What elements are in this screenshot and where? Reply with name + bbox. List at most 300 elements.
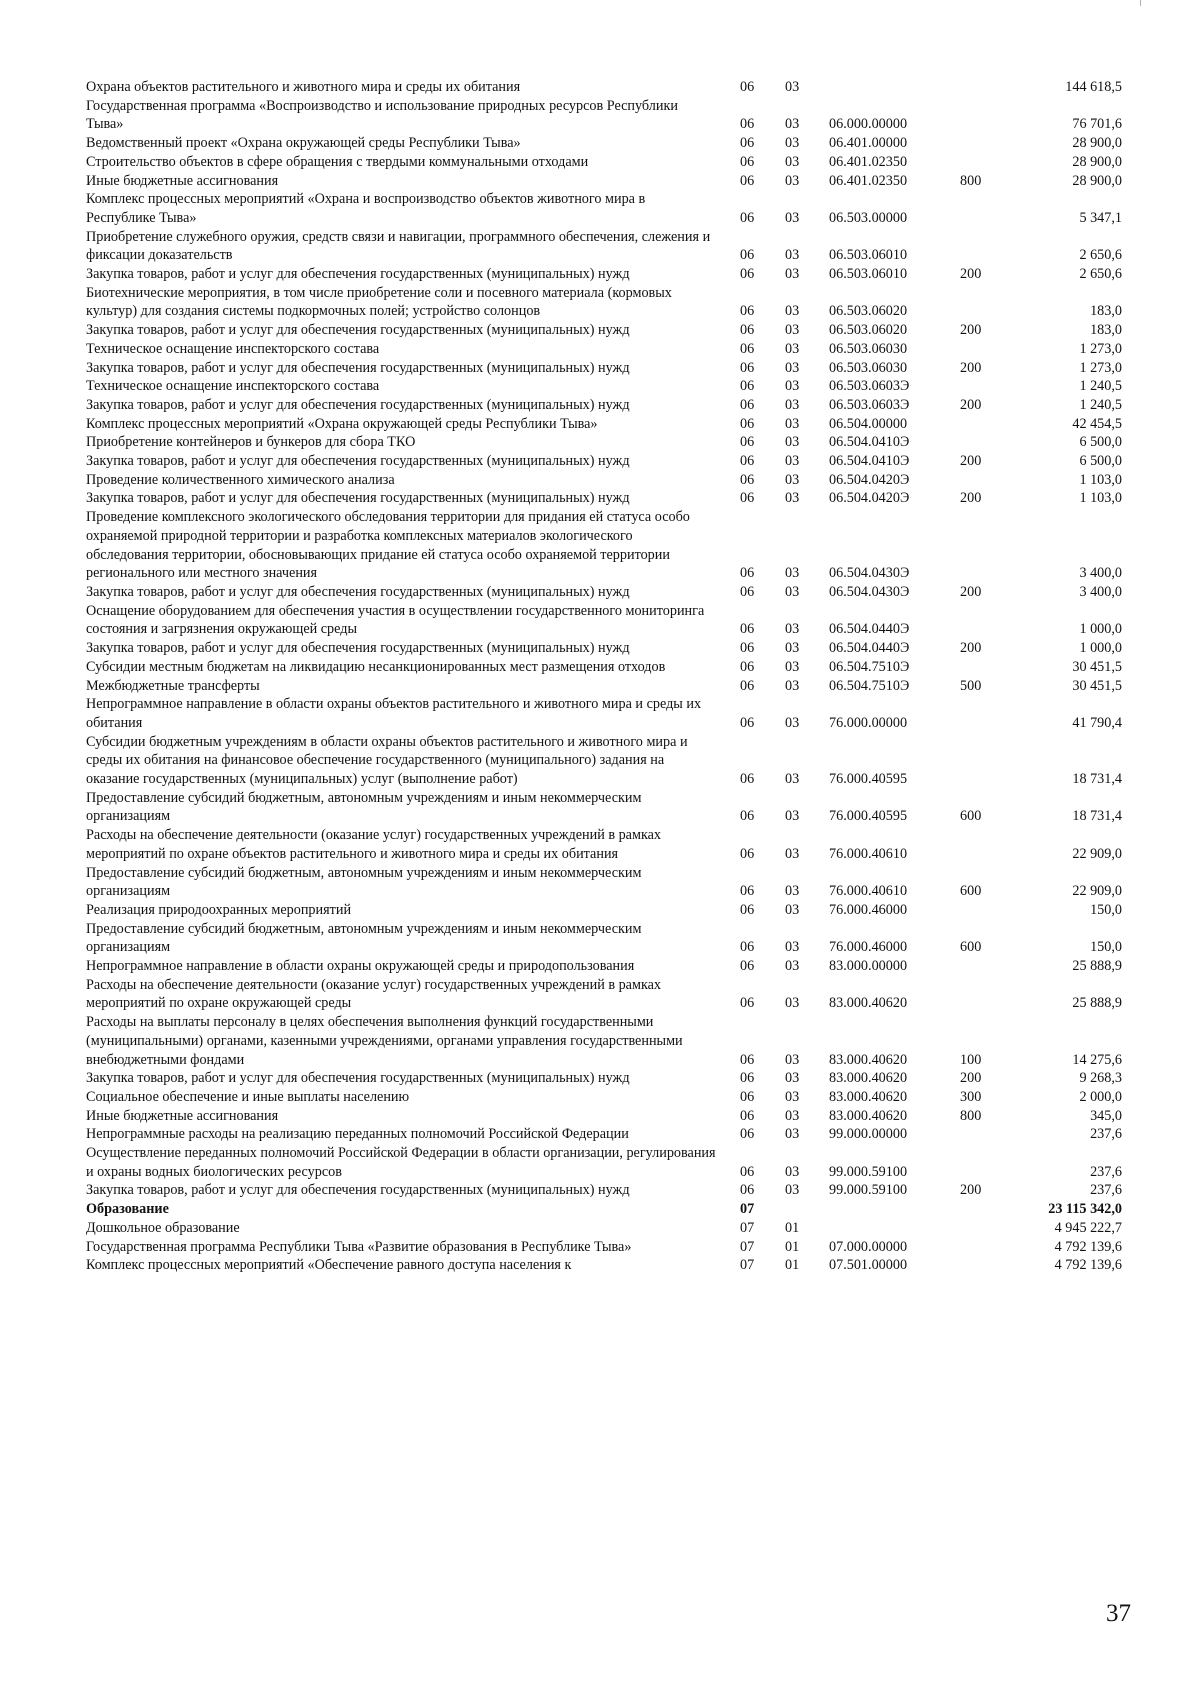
section-code: 06 (740, 322, 755, 339)
expense-type-code: 200 (960, 1182, 982, 1199)
subsection-code: 03 (785, 714, 800, 731)
target-article-code: 06.401.02350 (829, 153, 908, 170)
expenditure-name: Закупка товаров, работ и услуг для обеспечения государственных (муниципальных) нужд (86, 640, 630, 657)
target-article-code: 07.501.00000 (829, 1257, 908, 1274)
expenditure-name: Иные бюджетные ассигнования (86, 1107, 279, 1124)
target-article-code (825, 78, 946, 97)
expenditure-name: Закупка товаров, работ и услуг для обеспечения государственных (муниципальных) нужд (86, 453, 630, 470)
expenditure-name: Охрана объектов растительного и животного мира и среды их обитания (86, 79, 521, 95)
expenditure-name: Закупка товаров, работ и услуг для обеспечения государственных (муниципальных) нужд (86, 1070, 630, 1087)
expense-type-code: 200 (960, 266, 982, 283)
section-code: 07 (740, 1219, 755, 1236)
target-article-code: 76.000.40595 (829, 771, 908, 788)
expense-type-code (946, 957, 1007, 976)
expenditure-name: Приобретение контейнеров и бункеров для сбора ТКО (86, 434, 416, 451)
expenditure-name: Расходы на обеспечение деятельности (оказание услуг) государственных учреждений в рамках мероприятий по охране объектов растительного и животного мира и среды их обитания (86, 827, 662, 862)
table-row (86, 1088, 1126, 1107)
section-code: 06 (740, 771, 755, 788)
subsection-code: 03 (785, 845, 800, 862)
section-code: 06 (740, 415, 755, 432)
expense-type-code (946, 733, 1007, 789)
amount: 183,0 (1090, 322, 1122, 339)
amount: 345,0 (1090, 1107, 1122, 1124)
table-row (86, 284, 1126, 321)
expense-type-code (946, 377, 1007, 396)
expenditure-name: Непрограммные расходы на реализацию переданных полномочий Российской Федерации (86, 1126, 629, 1143)
expense-type-code: 800 (960, 1107, 982, 1124)
budget-allocation-table (86, 78, 1126, 1275)
section-code: 06 (740, 209, 755, 226)
amount: 4 792 139,6 (1054, 1257, 1122, 1274)
table-row (86, 1069, 1126, 1088)
amount: 6 500,0 (1079, 453, 1122, 470)
expenditure-name: Закупка товаров, работ и услуг для обеспечения государственных (муниципальных) нужд (86, 266, 630, 283)
budget-table-body (86, 78, 1126, 1275)
table-row (86, 1219, 1126, 1238)
subsection-code: 03 (785, 1163, 800, 1180)
section-code: 06 (740, 453, 755, 470)
target-article-code: 06.504.0440Э (829, 640, 910, 657)
table-row (86, 976, 1126, 1013)
subsection-code: 01 (785, 1238, 800, 1255)
target-article-code (825, 1219, 946, 1238)
section-code: 06 (740, 1051, 755, 1068)
table-row (86, 658, 1126, 677)
expense-type-code (946, 78, 1007, 97)
target-article-code: 06.503.06030 (829, 340, 908, 357)
section-code: 06 (740, 247, 755, 264)
table-row (86, 826, 1126, 863)
table-row (86, 489, 1126, 508)
section-code: 06 (740, 714, 755, 731)
section-code: 06 (740, 153, 755, 170)
section-code: 06 (740, 396, 755, 413)
table-row (86, 1013, 1126, 1069)
table-row (86, 153, 1126, 172)
amount: 5 347,1 (1079, 209, 1122, 226)
expense-type-code: 200 (960, 640, 982, 657)
section-code: 06 (740, 939, 755, 956)
table-row (86, 340, 1126, 359)
expenditure-name: Непрограммное направление в области охраны окружающей среды и природопользования (86, 958, 635, 975)
section-code: 06 (740, 995, 755, 1012)
expenditure-name: Проведение количественного химического анализа (86, 471, 395, 488)
expenditure-name: Предоставление субсидий бюджетным, автономным учреждениям и иным некоммерческим организациям (86, 920, 642, 956)
table-row (86, 1238, 1126, 1257)
expenditure-name: Техническое оснащение инспекторского состава (86, 340, 380, 357)
table-row (86, 1125, 1126, 1144)
table-row (86, 190, 1126, 227)
target-article-code: 83.000.00000 (829, 958, 908, 975)
expenditure-name: Образование (86, 1201, 169, 1218)
subsection-code: 03 (785, 771, 800, 788)
expenditure-name: Предоставление субсидий бюджетным, автономным учреждениям и иным некоммерческим организациям (86, 864, 642, 900)
target-article-code: 83.000.40620 (829, 1070, 908, 1087)
target-article-code: 06.503.06020 (829, 303, 908, 320)
expense-type-code (946, 134, 1007, 153)
target-article-code: 83.000.40620 (829, 995, 908, 1012)
expense-type-code: 200 (960, 396, 982, 413)
expense-type-code (946, 340, 1007, 359)
table-row (86, 508, 1126, 583)
section-code: 06 (740, 340, 755, 357)
amount: 1 240,5 (1079, 396, 1122, 413)
expense-type-code (946, 826, 1007, 863)
subsection-code: 03 (785, 658, 800, 675)
expenditure-name: Дошкольное образование (86, 1219, 240, 1236)
amount: 25 888,9 (1072, 995, 1122, 1012)
table-row (86, 396, 1126, 415)
expenditure-name: Проведение комплексного экологического обследования территории для придания ей статуса особо охраняемой природной территории и разработка комплексных материалов экологического обследования территории, обосновывающих придание ей статуса особо охраняемой территории регионального или местного значения (86, 509, 690, 582)
amount: 22 909,0 (1072, 883, 1122, 900)
expenditure-name: Закупка товаров, работ и услуг для обеспечения государственных (муниципальных) нужд (86, 583, 630, 600)
section-code: 06 (740, 677, 755, 694)
subsection-code: 01 (785, 1257, 800, 1274)
expense-type-code (946, 415, 1007, 434)
subsection-code: 03 (785, 901, 800, 918)
amount: 76 701,6 (1072, 116, 1122, 133)
section-code: 07 (740, 1238, 755, 1255)
target-article-code: 06.503.06030 (829, 359, 908, 376)
section-code: 06 (740, 1088, 755, 1105)
target-article-code: 06.504.7510Э (829, 658, 910, 675)
table-row (86, 359, 1126, 378)
amount: 42 454,5 (1072, 415, 1122, 432)
amount: 9 268,3 (1079, 1070, 1122, 1087)
subsection-code: 03 (785, 340, 800, 357)
table-row (86, 377, 1126, 396)
section-code: 06 (740, 434, 755, 451)
target-article-code: 06.504.0420Э (829, 490, 910, 507)
table-row (86, 97, 1126, 134)
table-row (86, 78, 1126, 97)
target-article-code: 06.503.0603Э (829, 396, 910, 413)
expense-type-code (946, 508, 1007, 583)
section-code: 06 (740, 901, 755, 918)
expenditure-name: Расходы на обеспечение деятельности (оказание услуг) государственных учреждений в рамках мероприятий по охране окружающей среды (86, 976, 662, 1012)
amount: 1 000,0 (1079, 640, 1122, 657)
amount: 3 400,0 (1079, 565, 1122, 582)
target-article-code: 83.000.40620 (829, 1107, 908, 1124)
table-row (86, 471, 1126, 490)
section-code: 06 (740, 266, 755, 283)
expenditure-name: Закупка товаров, работ и услуг для обеспечения государственных (муниципальных) нужд (86, 396, 630, 413)
expense-type-code (946, 228, 1007, 265)
expense-type-code: 600 (960, 939, 982, 956)
subsection-code: 03 (785, 415, 800, 432)
target-article-code: 06.503.06020 (829, 322, 908, 339)
expenditure-name: Комплекс процессных мероприятий «Охрана окружающей среды Республики Тыва» (86, 415, 598, 432)
expense-type-code (946, 1238, 1007, 1257)
expenditure-name: Строительство объектов в сфере обращения с твердыми коммунальными отходами (86, 153, 589, 170)
amount: 30 451,5 (1072, 677, 1122, 694)
table-row (86, 789, 1126, 826)
expenditure-name: Биотехнические мероприятия, в том числе приобретение соли и посевного материала (кормовых культур) для создания системы подкормочных полей; устройство солонцов (86, 284, 672, 320)
target-article-code: 99.000.59100 (829, 1182, 908, 1199)
amount: 1 273,0 (1079, 340, 1122, 357)
amount: 237,6 (1090, 1126, 1122, 1143)
expenditure-name: Осуществление переданных полномочий Российской Федерации в области организации, регулирования и охраны водных биологических ресурсов (86, 1145, 716, 1180)
expense-type-code: 200 (960, 583, 982, 600)
table-row (86, 1200, 1126, 1219)
amount: 25 888,9 (1072, 958, 1122, 975)
expense-type-code: 600 (960, 808, 982, 825)
section-code: 07 (740, 1201, 755, 1218)
section-code: 06 (740, 621, 755, 638)
table-row (86, 957, 1126, 976)
section-code: 06 (740, 1126, 755, 1143)
target-article-code: 06.504.0410Э (829, 434, 910, 451)
subsection-code: 03 (785, 453, 800, 470)
table-row (86, 602, 1126, 639)
expense-type-code: 200 (960, 359, 982, 376)
expenditure-name: Приобретение служебного оружия, средств связи и навигации, программного обеспечения, слежения и фиксации доказательств (86, 228, 711, 264)
subsection-code: 03 (785, 471, 800, 488)
amount: 150,0 (1090, 901, 1122, 918)
target-article-code: 07.000.00000 (829, 1238, 908, 1255)
expense-type-code (946, 976, 1007, 1013)
subsection-code: 03 (785, 266, 800, 283)
amount: 3 400,0 (1079, 583, 1122, 600)
amount: 30 451,5 (1072, 658, 1122, 675)
amount: 183,0 (1090, 303, 1122, 320)
expenditure-name: Субсидии местным бюджетам на ликвидацию несанкционированных мест размещения отходов (86, 658, 666, 675)
table-row (86, 920, 1126, 957)
expense-type-code: 200 (960, 453, 982, 470)
amount: 28 900,0 (1072, 135, 1122, 152)
target-article-code: 06.401.02350 (829, 172, 908, 189)
target-article-code: 06.504.00000 (829, 415, 908, 432)
amount: 1 000,0 (1079, 621, 1122, 638)
section-code: 06 (740, 640, 755, 657)
subsection-code: 03 (785, 1088, 800, 1105)
target-article-code: 06.504.0410Э (829, 453, 910, 470)
table-row (86, 677, 1126, 696)
expense-type-code: 200 (960, 322, 982, 339)
target-article-code: 83.000.40620 (829, 1088, 908, 1105)
subsection-code (779, 1200, 825, 1219)
expense-type-code (946, 695, 1007, 732)
amount: 2 650,6 (1079, 247, 1122, 264)
expense-type-code: 500 (960, 677, 982, 694)
subsection-code: 03 (785, 958, 800, 975)
section-code: 07 (740, 1257, 755, 1274)
expenditure-name: Субсидии бюджетным учреждениям в области охраны объектов растительного и животного мира и среды их обитания на финансовое обеспечение государственного (муниципального) задания на оказание государственных (муниципальных) услуг (выполнение работ) (86, 733, 688, 788)
target-article-code: 99.000.00000 (829, 1126, 908, 1143)
amount: 150,0 (1090, 939, 1122, 956)
table-row (86, 172, 1126, 191)
target-article-code: 06.401.00000 (829, 135, 908, 152)
amount: 1 273,0 (1079, 359, 1122, 376)
subsection-code: 03 (785, 1070, 800, 1087)
table-row (86, 452, 1126, 471)
subsection-code: 03 (785, 172, 800, 189)
subsection-code: 03 (785, 153, 800, 170)
section-code: 06 (740, 135, 755, 152)
expense-type-code (946, 153, 1007, 172)
section-code: 06 (740, 116, 755, 133)
subsection-code: 03 (785, 565, 800, 582)
expenditure-name: Расходы на выплаты персоналу в целях обеспечения выполнения функций государственными (муниципальными) органами, казенными учреждениями, органами управления государственными внебюджетными фондами (86, 1014, 683, 1068)
subsection-code: 03 (785, 209, 800, 226)
expense-type-code (946, 1144, 1007, 1181)
table-row (86, 1144, 1126, 1181)
target-article-code: 06.504.0420Э (829, 471, 910, 488)
section-code: 06 (740, 883, 755, 900)
section-code: 06 (740, 658, 755, 675)
expense-type-code (946, 190, 1007, 227)
table-row (86, 901, 1126, 920)
section-code: 06 (740, 565, 755, 582)
table-row (86, 1256, 1126, 1275)
amount: 23 115 342,0 (1048, 1201, 1122, 1218)
expense-type-code (946, 471, 1007, 490)
amount: 18 731,4 (1072, 771, 1122, 788)
expenditure-name: Закупка товаров, работ и услуг для обеспечения государственных (муниципальных) нужд (86, 322, 630, 339)
section-code: 06 (740, 378, 755, 395)
target-article-code: 06.504.0430Э (829, 583, 910, 600)
amount: 1 103,0 (1079, 471, 1122, 488)
subsection-code: 03 (785, 378, 800, 395)
expenditure-name: Оснащение оборудованием для обеспечения участия в осуществлении государственного мониторинга состояния и загрязнения окружающей среды (86, 602, 705, 638)
target-article-code: 83.000.40620 (829, 1051, 908, 1068)
section-code: 06 (740, 845, 755, 862)
section-code: 06 (740, 1163, 755, 1180)
amount: 18 731,4 (1072, 808, 1122, 825)
amount: 22 909,0 (1072, 845, 1122, 862)
section-code: 06 (740, 958, 755, 975)
subsection-code: 03 (785, 808, 800, 825)
expenditure-name: Закупка товаров, работ и услуг для обеспечения государственных (муниципальных) нужд (86, 359, 630, 376)
target-article-code: 06.503.06010 (829, 247, 908, 264)
amount: 41 790,4 (1072, 714, 1122, 731)
expense-type-code: 600 (960, 883, 982, 900)
subsection-code: 03 (785, 303, 800, 320)
table-row (86, 733, 1126, 789)
table-row (86, 433, 1126, 452)
expense-type-code (946, 97, 1007, 134)
subsection-code: 01 (785, 1219, 800, 1236)
expense-type-code (946, 1200, 1007, 1219)
table-row (86, 265, 1126, 284)
expense-type-code: 100 (960, 1051, 982, 1068)
target-article-code: 06.000.00000 (829, 116, 908, 133)
scan-edge-mark (1140, 0, 1141, 6)
expense-type-code: 200 (960, 490, 982, 507)
subsection-code: 03 (785, 583, 800, 600)
amount: 4 945 222,7 (1054, 1219, 1122, 1236)
section-code: 06 (740, 172, 755, 189)
subsection-code: 03 (785, 939, 800, 956)
page-number: 37 (1106, 1600, 1131, 1627)
amount: 237,6 (1090, 1163, 1122, 1180)
amount: 28 900,0 (1072, 172, 1122, 189)
subsection-code: 03 (785, 677, 800, 694)
target-article-code: 06.504.7510Э (829, 677, 910, 694)
section-code: 06 (740, 1070, 755, 1087)
expenditure-name: Реализация природоохранных мероприятий (86, 901, 352, 918)
table-row (86, 1181, 1126, 1200)
section-code: 06 (740, 1182, 755, 1199)
expenditure-name: Непрограммное направление в области охраны объектов растительного и животного мира и среды их обитания (86, 696, 702, 731)
table-row (86, 321, 1126, 340)
target-article-code: 76.000.40610 (829, 845, 908, 862)
subsection-code: 03 (785, 995, 800, 1012)
expense-type-code (946, 284, 1007, 321)
table-row (86, 583, 1126, 602)
subsection-code: 03 (785, 79, 800, 95)
target-article-code: 06.503.00000 (829, 209, 908, 226)
target-article-code: 76.000.46000 (829, 901, 908, 918)
target-article-code: 76.000.40595 (829, 808, 908, 825)
subsection-code: 03 (785, 1126, 800, 1143)
amount: 144 618,5 (1065, 79, 1122, 95)
section-code: 06 (740, 1107, 755, 1124)
section-code: 06 (740, 490, 755, 507)
subsection-code: 03 (785, 247, 800, 264)
expenditure-name: Межбюджетные трансферты (86, 677, 260, 694)
target-article-code (825, 1200, 946, 1219)
target-article-code: 76.000.40610 (829, 883, 908, 900)
section-code: 06 (740, 583, 755, 600)
subsection-code: 03 (785, 359, 800, 376)
expenditure-name: Комплекс процессных мероприятий «Охрана и воспроизводство объектов животного мира в Республике Тыва» (86, 191, 646, 226)
expenditure-name: Иные бюджетные ассигнования (86, 172, 279, 189)
target-article-code: 06.503.06010 (829, 266, 908, 283)
table-row (86, 134, 1126, 153)
expenditure-name: Закупка товаров, работ и услуг для обеспечения государственных (муниципальных) нужд (86, 1182, 630, 1199)
expense-type-code (946, 1219, 1007, 1238)
target-article-code: 06.504.0440Э (829, 621, 910, 638)
expense-type-code: 800 (960, 172, 982, 189)
expense-type-code (946, 1256, 1007, 1275)
subsection-code: 03 (785, 1107, 800, 1124)
amount: 2 000,0 (1079, 1088, 1122, 1105)
section-code: 06 (740, 79, 755, 95)
amount: 14 275,6 (1072, 1051, 1122, 1068)
amount: 1 103,0 (1079, 490, 1122, 507)
section-code: 06 (740, 303, 755, 320)
table-row (86, 864, 1126, 901)
expenditure-name: Государственная программа «Воспроизводство и использование природных ресурсов Республики Тыва» (86, 97, 678, 133)
target-article-code: 06.503.0603Э (829, 378, 910, 395)
expense-type-code (946, 658, 1007, 677)
target-article-code: 06.504.0430Э (829, 565, 910, 582)
expense-type-code (946, 901, 1007, 920)
subsection-code: 03 (785, 621, 800, 638)
expenditure-name: Государственная программа Республики Тыва «Развитие образования в Республике Тыва» (86, 1238, 632, 1255)
subsection-code: 03 (785, 640, 800, 657)
expenditure-name: Комплекс процессных мероприятий «Обеспечение равного доступа населения к (86, 1257, 572, 1274)
section-code: 06 (740, 359, 755, 376)
table-row (86, 1107, 1126, 1126)
expenditure-name: Закупка товаров, работ и услуг для обеспечения государственных (муниципальных) нужд (86, 490, 630, 507)
amount: 237,6 (1090, 1182, 1122, 1199)
target-article-code: 76.000.46000 (829, 939, 908, 956)
expenditure-name: Социальное обеспечение и иные выплаты населению (86, 1088, 410, 1105)
subsection-code: 03 (785, 396, 800, 413)
subsection-code: 03 (785, 135, 800, 152)
subsection-code: 03 (785, 1182, 800, 1199)
target-article-code: 99.000.59100 (829, 1163, 908, 1180)
table-row (86, 415, 1126, 434)
amount: 28 900,0 (1072, 153, 1122, 170)
section-code: 06 (740, 471, 755, 488)
expenditure-name: Предоставление субсидий бюджетным, автономным учреждениям и иным некоммерческим организациям (86, 789, 642, 825)
expenditure-name: Ведомственный проект «Охрана окружающей среды Республики Тыва» (86, 135, 521, 152)
subsection-code: 03 (785, 490, 800, 507)
table-row (86, 695, 1126, 732)
